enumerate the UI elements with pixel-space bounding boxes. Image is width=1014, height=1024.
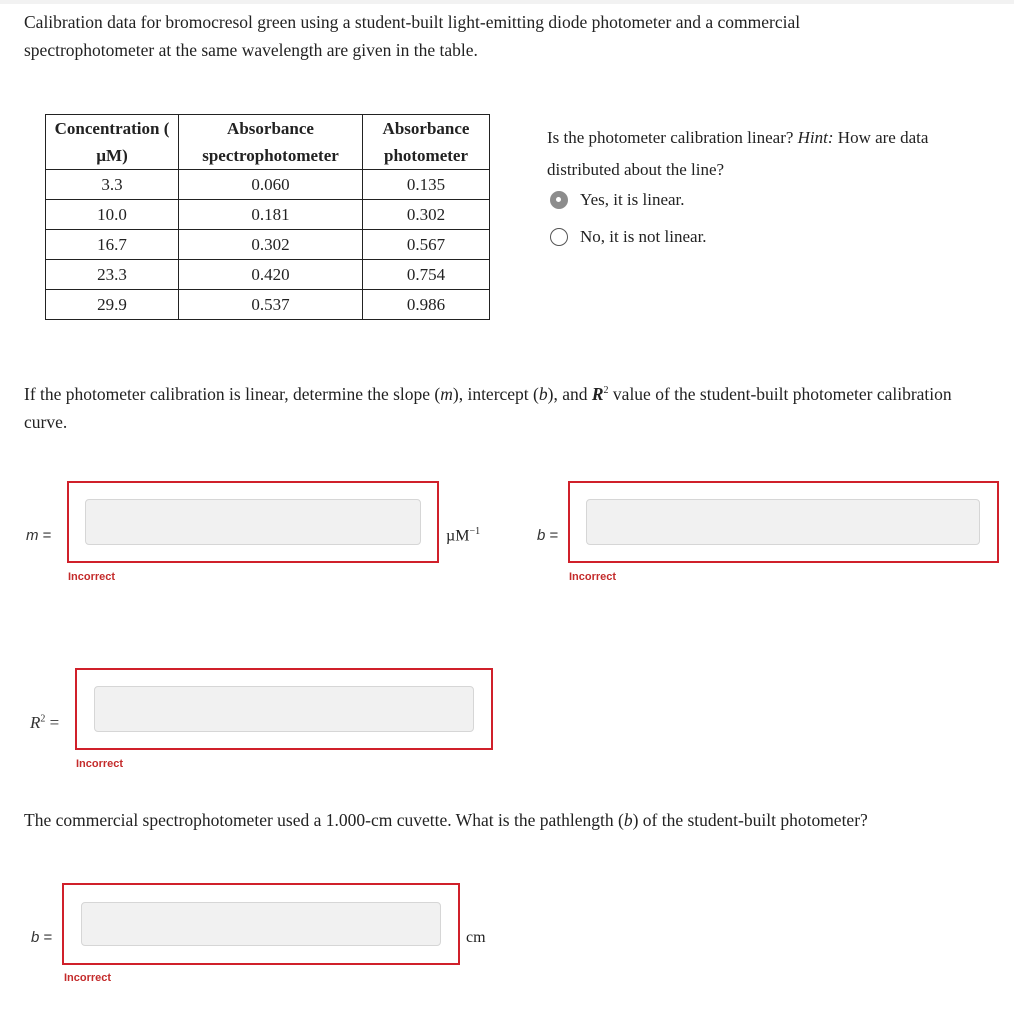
hint-text: How are data distributed about the line? [547,128,929,179]
r-squared-feedback: Incorrect [76,758,124,770]
radio-selected-icon[interactable] [550,191,568,209]
table-row [46,170,490,200]
pathlength-input[interactable] [81,902,441,946]
table-cell: 16.7 [46,230,179,260]
radio-empty-icon[interactable] [550,228,568,246]
intercept-feedback: Incorrect [569,571,617,583]
slope-feedback: Incorrect [68,571,116,583]
table-cell: 0.420 [179,260,363,290]
option-label: Yes, it is linear. [580,190,685,209]
table-cell: 0.302 [179,230,363,260]
table-header-row [46,115,490,170]
unit-text: µM [446,527,470,545]
option-label: No, it is not linear. [580,227,707,246]
r-squared-label [30,713,59,733]
superscript: 2 [603,385,609,396]
table-row [46,230,490,260]
pathlength-label [31,929,52,946]
var-m: m [440,383,453,404]
question-text: If the photometer calibration is linear, determine the slope ( [24,383,441,404]
question-text: ), and [547,383,592,404]
pathlength-feedback: Incorrect [64,972,112,984]
question-text: ) of the student-built photometer? [632,810,868,830]
question-text: Is the photometer calibration linear? [547,128,794,147]
calibration-table [45,114,490,320]
table-cell: 3.3 [46,170,179,200]
intercept-label [537,527,558,544]
table-row [46,290,490,320]
table-cell: 29.9 [46,290,179,320]
hint-label: Hint: [797,128,834,147]
option-not-linear[interactable] [550,227,707,247]
top-divider [0,0,1014,4]
linearity-question [547,122,987,186]
superscript: 2 [40,713,46,725]
option-yes-linear[interactable] [550,190,685,210]
equals-sign: = [42,527,52,544]
calibration-question [24,377,984,436]
table-row [46,200,490,230]
table-header: Absorbance photometer [363,115,490,170]
table-cell: 0.537 [179,290,363,320]
table-cell: 0.986 [363,290,490,320]
pathlength-unit: cm [466,929,486,946]
table-cell: 0.754 [363,260,490,290]
var-b: b [31,929,40,946]
question-text: ), intercept ( [452,383,539,404]
pathlength-question [24,806,1004,834]
r-squared-input[interactable] [94,686,474,732]
table-cell: 0.135 [363,170,490,200]
question-text: value of the student-built photometer calibration curve. [24,383,952,432]
var-m: m [26,527,39,544]
equals-sign: = [43,929,53,946]
table-cell: 0.181 [179,200,363,230]
var-r: R [30,713,41,732]
table-header: Concentration ( µM) [46,115,179,170]
equals-sign: = [549,527,559,544]
var-r: R [591,383,604,404]
var-b: b [537,527,546,544]
table-cell: 0.060 [179,170,363,200]
table-cell: 10.0 [46,200,179,230]
intro-paragraph: Calibration data for bromocresol green using a student-built light-emitting diode photometer and a commercial spectrophotometer at the same wavelength are given in the table. [24,12,801,60]
var-b: b [538,383,548,404]
slope-input[interactable] [85,499,421,545]
table-cell: 0.302 [363,200,490,230]
var-b: b [623,810,633,830]
table-cell: 0.567 [363,230,490,260]
unit-exponent: −1 [469,526,481,537]
question-text: The commercial spectrophotometer used a 1.000-cm cuvette. What is the pathlength ( [24,810,624,830]
table-header: Absorbance spectrophotometer [179,115,363,170]
intercept-input[interactable] [586,499,980,545]
table-row [46,260,490,290]
equals-sign: = [49,713,60,732]
slope-label [26,527,51,544]
table-cell: 23.3 [46,260,179,290]
slope-unit [446,526,480,545]
